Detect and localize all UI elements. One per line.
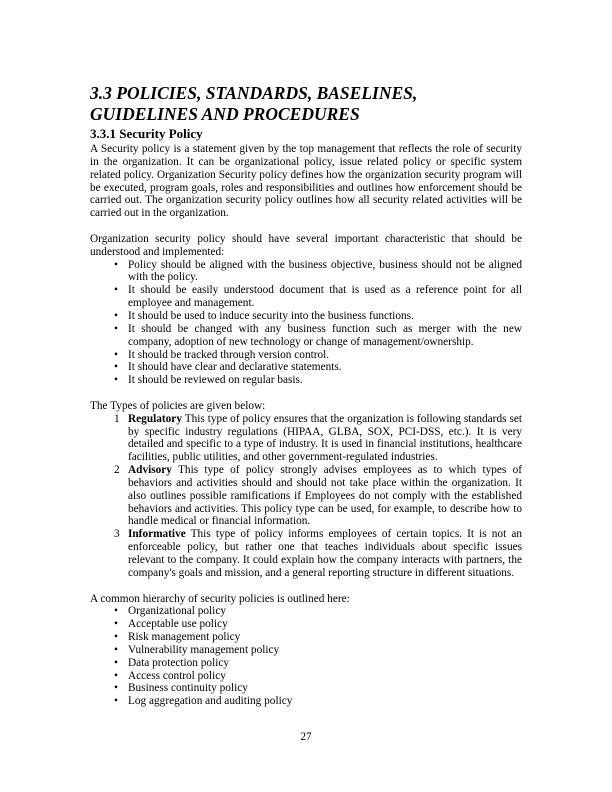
list-item	[90, 361, 522, 374]
policy-type-name: Regulatory	[128, 412, 182, 425]
list-item	[90, 374, 522, 387]
subsection-heading: 3.3.1 Security Policy	[90, 126, 203, 141]
list-number: 2	[114, 464, 120, 477]
bullet-icon: •	[114, 605, 118, 618]
policy-type-item	[90, 528, 522, 579]
bullet-icon: •	[114, 695, 118, 708]
hierarchy-list	[90, 605, 522, 708]
bullet-icon: •	[114, 348, 118, 361]
bullet-icon: •	[114, 631, 118, 644]
policy-type-name: Advisory	[128, 464, 172, 477]
list-number: 3	[114, 528, 120, 541]
list-item	[90, 259, 522, 285]
characteristics-list	[90, 259, 522, 387]
bullet-icon: •	[114, 258, 118, 271]
list-item-text: Access control policy	[128, 669, 226, 682]
list-item-text: Vulnerability management policy	[128, 643, 280, 656]
list-item-text: Data protection policy	[128, 656, 230, 669]
spacer	[90, 580, 522, 593]
policy-type-text: This type of policy ensures that the organization is following standards set by specific industry regulations (HIPAA, GLBA, SOX, PCI-DSS, etc.). It is very detailed and specific to a type of industry. It is used in financial institutions, healthcare facilities, public utilities, and other government-regulated industries.	[128, 412, 522, 464]
bullet-icon: •	[114, 669, 118, 682]
bullet-icon: •	[114, 374, 118, 387]
policy-type-item	[90, 413, 522, 464]
types-intro: The Types of policies are given below:	[90, 399, 266, 412]
list-number: 1	[114, 412, 120, 425]
policy-type-text: This type of policy informs employees of certain topics. It is not an enforceable policy, but rather one that teaches individuals about specific issues relevant to the company. It could explain how the company interacts with partners, the company's goals and mission, and a general reporting structure in different situations.	[128, 528, 522, 579]
policy-type-item	[90, 464, 522, 528]
list-item-text: It should be tracked through version control.	[128, 348, 330, 361]
list-item-text: It should be changed with any business function such as merger with the new company, adoption of new technology or change of management/ownership.	[128, 322, 522, 348]
list-item	[90, 695, 522, 708]
intro-paragraph: A Security policy is a statement given by the top management that reflects the role of security in the organization. It can be organizational policy, issue related policy or specific system related policy. Organization Security policy defines how the organization security program will be executed, program goals, roles and responsibilities and outlines how enforcement should be carried out. The organization security policy outlines how all security related activities will be carried out in the organization.	[90, 143, 522, 220]
list-item-text: Organizational policy	[128, 605, 226, 618]
policy-types-list	[90, 413, 522, 580]
bullet-icon: •	[114, 656, 118, 669]
hierarchy-intro: A common hierarchy of security policies is outlined here:	[90, 592, 350, 605]
list-item	[90, 618, 522, 631]
list-item	[90, 631, 522, 644]
spacer	[90, 387, 522, 400]
list-item-text: Risk management policy	[128, 631, 241, 644]
list-item-text: It should have clear and declarative statements.	[128, 361, 342, 374]
page-content	[90, 83, 522, 708]
section-heading: 3.3 POLICIES, STANDARDS, BASELINES, GUIDELINES AND PROCEDURES	[90, 83, 418, 124]
list-item-text: It should be reviewed on regular basis.	[128, 374, 303, 387]
policy-type-text: This type of policy strongly advises employees as to which types of behaviors and activities should and should not take place within the organization. It also outlines possible ramifications if Employees do not comply with the established behaviors and activities. This policy type can be used, for example, to describe how to handle medical or financial information.	[128, 464, 522, 528]
bullet-icon: •	[114, 322, 118, 335]
characteristics-intro: Organization security policy should have several important characteristic that should be understood and implemented:	[90, 232, 522, 258]
list-item-text: It should be easily understood document that is used as a reference point for all employee and management.	[128, 284, 522, 310]
list-item-text: It should be used to induce security into the business functions.	[128, 309, 414, 322]
list-item-text: Business continuity policy	[128, 682, 248, 695]
list-item	[90, 657, 522, 670]
list-item	[90, 323, 522, 349]
list-item	[90, 284, 522, 310]
list-item	[90, 605, 522, 618]
list-item-text: Acceptable use policy	[128, 618, 228, 631]
list-item	[90, 644, 522, 657]
spacer	[90, 220, 522, 233]
bullet-icon: •	[114, 361, 118, 374]
list-item-text: Policy should be aligned with the business objective, business should not be aligned with the policy.	[128, 258, 522, 284]
bullet-icon: •	[114, 643, 118, 656]
list-item	[90, 670, 522, 683]
bullet-icon: •	[114, 284, 118, 297]
page-number: 27	[300, 731, 312, 743]
list-item	[90, 310, 522, 323]
policy-type-name: Informative	[128, 528, 186, 541]
bullet-icon: •	[114, 682, 118, 695]
bullet-icon: •	[114, 618, 118, 631]
list-item	[90, 682, 522, 695]
bullet-icon: •	[114, 309, 118, 322]
list-item-text: Log aggregation and auditing policy	[128, 695, 293, 708]
list-item	[90, 349, 522, 362]
